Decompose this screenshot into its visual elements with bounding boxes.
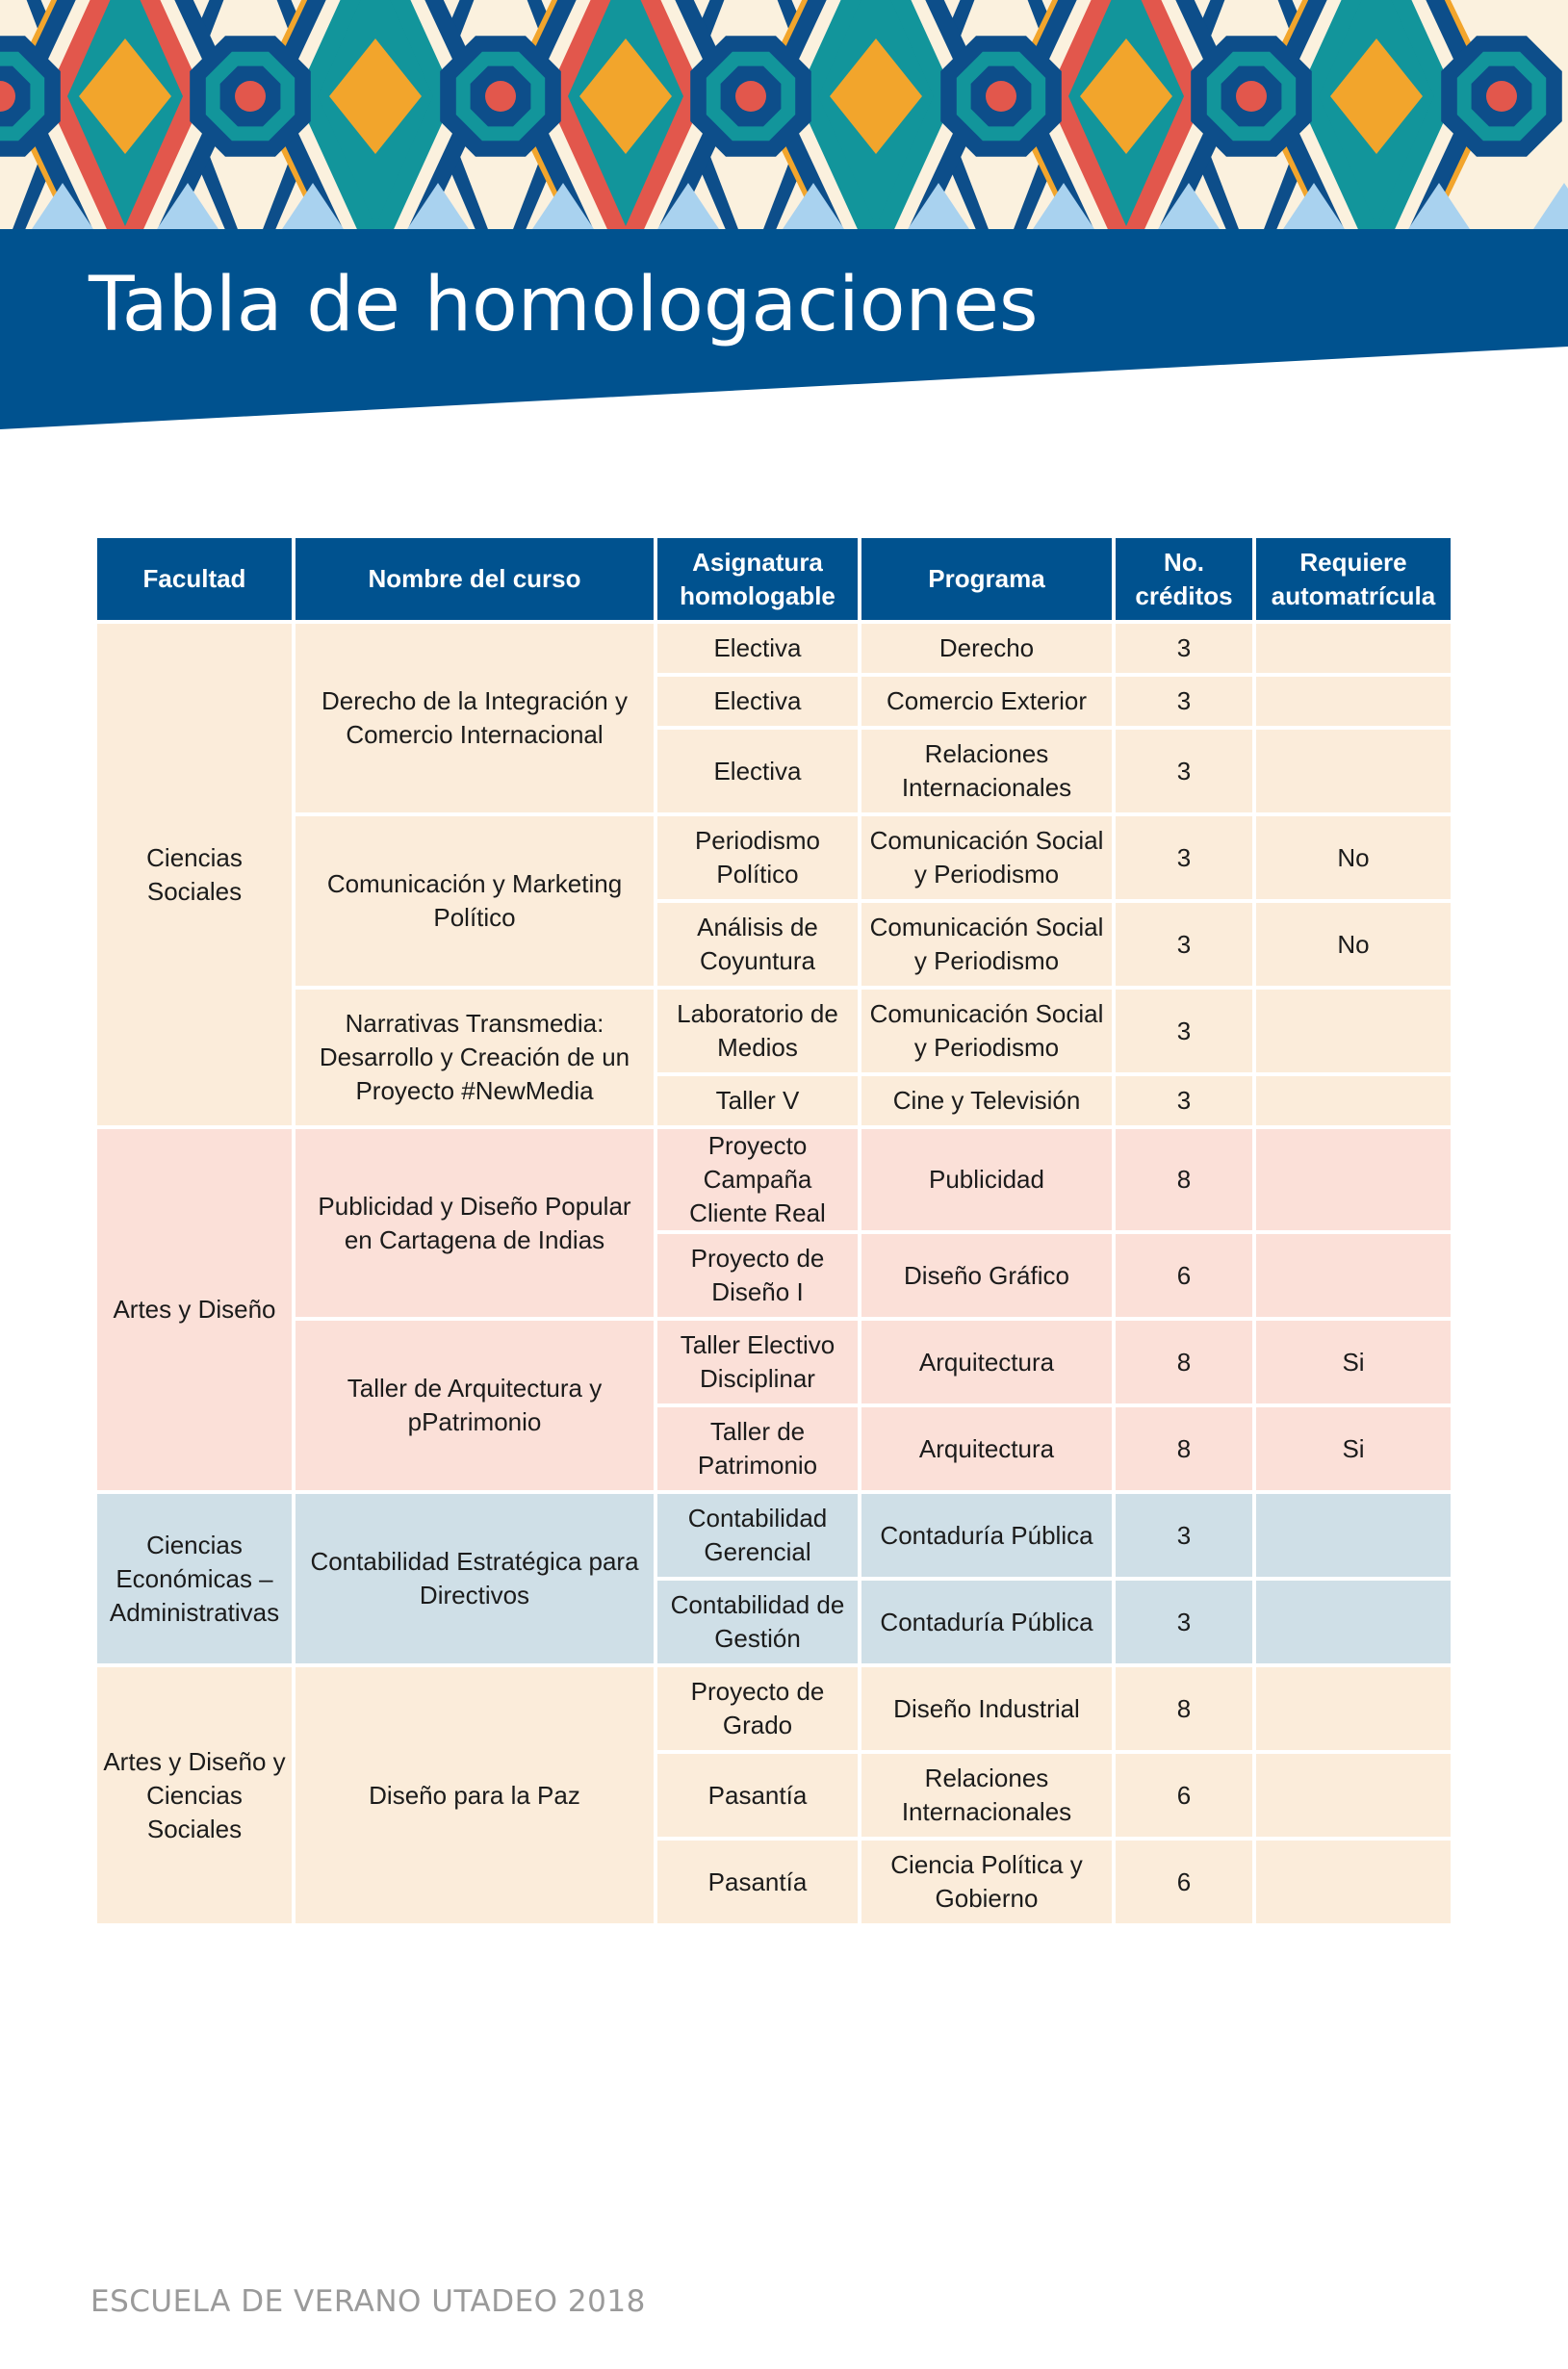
creditos-cell: 8 — [1114, 1405, 1254, 1492]
course-name-cell: Diseño para la Paz — [294, 1665, 655, 1925]
creditos-cell: 3 — [1114, 988, 1254, 1074]
facultad-cell: Artes y Diseño — [95, 1127, 294, 1492]
automatricula-cell: No — [1254, 901, 1452, 988]
asignatura-cell: Electiva — [655, 728, 860, 814]
programa-cell: Ciencia Política y Gobierno — [860, 1839, 1114, 1925]
creditos-cell: 3 — [1114, 901, 1254, 988]
facultad-cell: Ciencias Económicas – Administrativas — [95, 1492, 294, 1665]
creditos-cell: 8 — [1114, 1127, 1254, 1232]
page-title: Tabla de homologaciones — [89, 262, 1039, 348]
creditos-cell: 6 — [1114, 1232, 1254, 1319]
asignatura-cell: Periodismo Político — [655, 814, 860, 901]
automatricula-cell — [1254, 1074, 1452, 1127]
programa-cell: Derecho — [860, 622, 1114, 675]
automatricula-cell: Si — [1254, 1319, 1452, 1405]
footer-text: ESCUELA DE VERANO UTADEO 2018 — [90, 2284, 646, 2319]
asignatura-cell: Proyecto de Grado — [655, 1665, 860, 1752]
creditos-cell: 3 — [1114, 1579, 1254, 1665]
header-automatricula: Requiere automatrícula — [1254, 536, 1452, 622]
asignatura-cell: Taller de Patrimonio — [655, 1405, 860, 1492]
header-programa: Programa — [860, 536, 1114, 622]
programa-cell: Cine y Televisión — [860, 1074, 1114, 1127]
creditos-cell: 6 — [1114, 1839, 1254, 1925]
creditos-cell: 3 — [1114, 622, 1254, 675]
programa-cell: Relaciones Internacionales — [860, 1752, 1114, 1839]
table-header-row — [95, 536, 1452, 622]
automatricula-cell — [1254, 675, 1452, 728]
automatricula-cell — [1254, 988, 1452, 1074]
course-name-cell: Derecho de la Integración y Comercio Internacional — [294, 622, 655, 814]
asignatura-cell: Proyecto Campaña Cliente Real — [655, 1127, 860, 1232]
asignatura-cell: Laboratorio de Medios — [655, 988, 860, 1074]
programa-cell: Comunicación Social y Periodismo — [860, 901, 1114, 988]
course-name-cell: Comunicación y Marketing Político — [294, 814, 655, 988]
programa-cell: Arquitectura — [860, 1319, 1114, 1405]
creditos-cell: 3 — [1114, 814, 1254, 901]
programa-cell: Relaciones Internacionales — [860, 728, 1114, 814]
programa-cell: Contaduría Pública — [860, 1492, 1114, 1579]
creditos-cell: 3 — [1114, 1492, 1254, 1579]
course-name-cell: Contabilidad Estratégica para Directivos — [294, 1492, 655, 1665]
asignatura-cell: Taller V — [655, 1074, 860, 1127]
creditos-cell: 8 — [1114, 1319, 1254, 1405]
asignatura-cell: Proyecto de Diseño I — [655, 1232, 860, 1319]
programa-cell: Diseño Gráfico — [860, 1232, 1114, 1319]
asignatura-cell: Análisis de Coyuntura — [655, 901, 860, 988]
automatricula-cell — [1254, 622, 1452, 675]
asignatura-cell: Electiva — [655, 675, 860, 728]
creditos-cell: 3 — [1114, 1074, 1254, 1127]
asignatura-cell: Pasantía — [655, 1839, 860, 1925]
header-nombre-curso: Nombre del curso — [294, 536, 655, 622]
table-row — [95, 1319, 1452, 1405]
table-row — [95, 1492, 1452, 1579]
table-row — [95, 1127, 1452, 1232]
programa-cell: Comercio Exterior — [860, 675, 1114, 728]
table-row — [95, 1665, 1452, 1752]
table-row — [95, 622, 1452, 675]
automatricula-cell — [1254, 728, 1452, 814]
automatricula-cell — [1254, 1579, 1452, 1665]
title-band — [0, 0, 1568, 443]
facultad-cell: Artes y Diseño y Ciencias Sociales — [95, 1665, 294, 1925]
automatricula-cell: Si — [1254, 1405, 1452, 1492]
creditos-cell: 3 — [1114, 728, 1254, 814]
facultad-cell: Ciencias Sociales — [95, 622, 294, 1127]
course-name-cell: Publicidad y Diseño Popular en Cartagena de Indias — [294, 1127, 655, 1319]
automatricula-cell — [1254, 1752, 1452, 1839]
table-row — [95, 814, 1452, 901]
programa-cell: Diseño Industrial — [860, 1665, 1114, 1752]
creditos-cell: 8 — [1114, 1665, 1254, 1752]
header-asignatura: Asignatura homologable — [655, 536, 860, 622]
course-name-cell: Narrativas Transmedia: Desarrollo y Creación de un Proyecto #NewMedia — [294, 988, 655, 1127]
programa-cell: Comunicación Social y Periodismo — [860, 988, 1114, 1074]
programa-cell: Arquitectura — [860, 1405, 1114, 1492]
course-name-cell: Taller de Arquitectura y pPatrimonio — [294, 1319, 655, 1492]
asignatura-cell: Electiva — [655, 622, 860, 675]
homologation-table — [93, 534, 1454, 1927]
asignatura-cell: Pasantía — [655, 1752, 860, 1839]
automatricula-cell — [1254, 1839, 1452, 1925]
automatricula-cell: No — [1254, 814, 1452, 901]
creditos-cell: 6 — [1114, 1752, 1254, 1839]
header-facultad: Facultad — [95, 536, 294, 622]
creditos-cell: 3 — [1114, 675, 1254, 728]
automatricula-cell — [1254, 1232, 1452, 1319]
programa-cell: Contaduría Pública — [860, 1579, 1114, 1665]
automatricula-cell — [1254, 1127, 1452, 1232]
table-row — [95, 988, 1452, 1074]
automatricula-cell — [1254, 1492, 1452, 1579]
header-creditos: No. créditos — [1114, 536, 1254, 622]
programa-cell: Publicidad — [860, 1127, 1114, 1232]
asignatura-cell: Contabilidad Gerencial — [655, 1492, 860, 1579]
automatricula-cell — [1254, 1665, 1452, 1752]
asignatura-cell: Contabilidad de Gestión — [655, 1579, 860, 1665]
asignatura-cell: Taller Electivo Disciplinar — [655, 1319, 860, 1405]
programa-cell: Comunicación Social y Periodismo — [860, 814, 1114, 901]
